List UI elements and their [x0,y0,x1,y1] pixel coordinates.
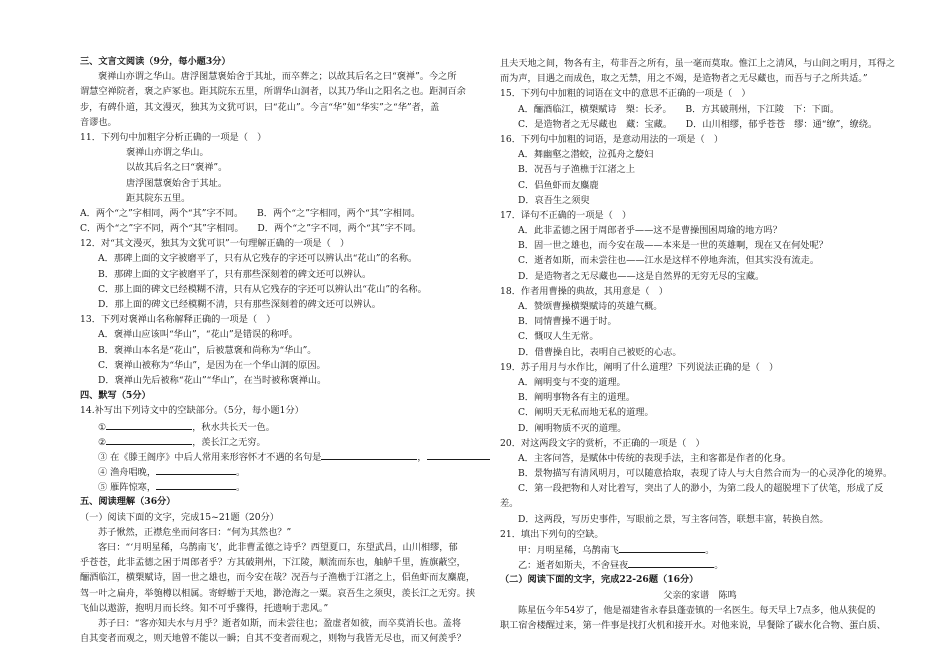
line-text: 父亲的家谱 陈鸣 [663,589,737,601]
line-text: C．慨叹人生无常。 [518,331,599,343]
line-text-after: 。 [705,545,715,556]
right-line [500,253,900,268]
left-line [80,479,490,494]
line-text: 苏子曰：“客亦知夫水与月乎？逝者如斯，而未尝往也；盈虚者如彼，而卒莫消长也。盖将 [98,617,462,629]
right-line [500,512,900,527]
left-line [80,555,490,570]
line-text: B．阐明事物各有主的道理。 [518,392,636,404]
left-line [80,297,490,312]
right-line [500,238,900,253]
right-line [500,314,900,329]
line-text: A．褒禅山应该叫“华山”，“花山”是错误的称呼。 [98,329,298,341]
line-text: A．赞颂曹操横槊赋诗的英雄气概。 [518,301,663,312]
right-line [500,466,900,481]
line-text: C．褒禅山被称为“华山”，是因为在一个华山洞的原因。 [98,359,326,371]
line-text: 褒禅山亦谓之华山。 [126,147,209,159]
line-text: 12．对“其文漫灭，独其为文犹可识”一句理解正确的一项是（ ） [80,238,350,250]
left-line [80,434,490,449]
line-text: 17．译句不正确的一项是（ ） [500,209,632,221]
left-line [80,449,490,464]
right-line [500,162,900,177]
answer-blank[interactable] [321,449,417,460]
right-line [500,117,900,132]
left-line [80,343,490,358]
left-line [80,251,490,266]
right-line [500,360,900,375]
line-text: C．是造物者之无尽藏也 藏：宝藏。 D．山川相缪，郁乎苍苍 缪：通“缭”，缭绕。 [518,118,878,130]
line-text-after: 。 [236,467,246,479]
line-text: 职工宿舍楼醒过来，第一件事是找打火机和接开水。对他来说，早餐除了碳水化合物、蛋白质、 [500,619,886,631]
line-text: D．阐明物质不灭的道理。 [518,422,627,434]
line-text: A．那碑上面的文字被磨平了，只有从它残存的字还可以辨认出“花山”的名称。 [98,253,418,265]
answer-blank[interactable] [619,542,705,553]
left-line [80,206,490,221]
line-text: C．那上面的碑文已经模糊不清，只有从它残存的字还可以辨认出“花山”的名称。 [98,283,427,295]
line-text: 18．作者用曹操的典故，其用意是（ ） [500,285,668,297]
right-line [500,193,900,208]
left-line [80,115,490,130]
right-line [500,390,900,405]
left-column [80,54,490,646]
line-text: 谓慧空禅院者，褒之庐冢也。距其院东五里，所谓华山洞者，以其乃华山之阳名之也。距洞百余 [80,86,466,98]
right-line [500,405,900,420]
right-line [500,603,900,618]
left-line [80,191,490,206]
left-line [80,525,490,540]
line-text-after: ，羡长江之无穷。 [192,436,266,448]
line-text: C．逝者如斯，而未尝往也——江水是这样不停地奔流，但其实没有流走。 [518,255,820,267]
line-text: D．哀吾生之须臾 [518,194,590,206]
right-line [500,345,900,360]
line-text-after: ， [417,451,427,463]
right-line [500,208,900,223]
line-text: B．同情曹操不遇于时。 [518,316,617,328]
line-text: 酾酒临江，横槊赋诗，固一世之雄也，而今安在哉？况吾与子渔樵于江渚之上，侣鱼虾而友麋鹿， [80,572,476,584]
left-line [80,236,490,251]
line-text: 而为声，目遇之而成色，取之无禁，用之不竭，是造物者之无尽藏也，而吾与子之所共适。” [500,73,868,85]
line-text: （二）阅读下面的文字，完成22-26题（16分） [500,574,699,586]
right-line [500,557,900,572]
line-text: 飞仙以遨游，抱明月而长终。知不可乎骤得，托遗响于悲风。” [80,602,329,614]
line-text: 距其院东五里。 [126,192,191,204]
line-text: 差。 [500,498,519,510]
right-line [500,527,900,542]
left-line [80,327,490,342]
left-line [80,176,490,191]
right-line [500,299,900,314]
left-line [80,130,490,145]
line-text: B．那碑上面的文字被磨平了，只有那些深刻着的碑文还可以辨认。 [98,268,372,280]
line-text: 五、阅读理解（36分） [80,496,176,508]
right-line [500,542,900,557]
right-line [500,451,900,466]
left-line [80,601,490,616]
left-line [80,388,490,403]
line-text: ① [98,421,107,433]
line-text: 苏子愀然，正襟危坐而问客曰：“何为其然也？” [98,526,292,538]
line-text: B．景物描写有清风明月，可以随意拾取，表现了诗人与大自然合而为一的心灵净化的境界。 [518,468,893,480]
answer-blank[interactable] [106,419,192,430]
left-line [80,267,490,282]
left-line [80,282,490,297]
line-text: C．阐明天无私而地无私的道理。 [518,407,654,419]
line-text: 21．填出下列句的空缺。 [500,528,604,540]
answer-blank[interactable] [106,434,192,445]
line-text: 16．下列句中加粗的词语，是意动用法的一项是（ ） [500,133,724,145]
right-line [500,178,900,193]
right-line [500,436,900,451]
line-text: D．是造物者之无尽藏也——这是自然界的无穷无尽的宝藏。 [518,270,765,282]
right-line [500,284,900,299]
right-line [500,223,900,238]
line-text-after: 。 [714,560,724,572]
line-text: 褒禅山亦谓之华山。唐浮图慧褒始舍于其址，而卒葬之；以故其后名之曰“褒禅”。今之所 [98,71,457,83]
line-text: ③ 在《滕王阁序》中后人常用来形容怀才不遇的名句是 [98,451,322,463]
left-line [80,616,490,631]
line-text: 15．下列句中加粗的词语在文中的意思不正确的一项是（ ） [500,88,751,100]
left-line [80,570,490,585]
answer-blank[interactable] [427,449,490,460]
line-text: ④ 渔舟唱晚， [98,467,157,479]
line-text: 14.补写出下列诗文中的空缺部分。（5分，每小题1分） [80,405,304,417]
left-line [80,510,490,525]
left-line [80,419,490,434]
line-text: ⑤ 雁阵惊寒， [98,482,157,494]
right-line [500,147,900,162]
line-text: A．酾酒临江，横槊赋诗 槊：长矛。 B．方其破荆州，下江陵 下：下面。 [518,103,840,115]
answer-blank[interactable] [156,479,236,490]
line-text: 三、文言文阅读（9分，每小题3分） [80,56,231,67]
answer-blank[interactable] [628,557,714,568]
left-line [80,145,490,160]
left-line [80,586,490,601]
left-line [80,160,490,175]
line-text: 甲：月明星稀，乌鹊南飞 [518,545,620,556]
line-text: B．褒禅山本名是“花山”，后被慧褒和尚称为“华山”。 [98,344,317,356]
right-line [500,86,900,101]
left-line [80,403,490,418]
line-text-after: ，秋水共长天一色。 [192,421,275,433]
line-text: 陈星伍今年54岁了，他是福建省永春县蓬壶镇的一名医生。每天早上7点多，他从狭促的 [518,604,876,616]
right-line [500,56,900,71]
left-line [80,100,490,115]
line-text: ② [98,436,107,448]
line-text: D．借曹操自比，表明自己被贬的心志。 [518,346,682,358]
right-line [500,71,900,86]
left-line [80,358,490,373]
line-text: A．阐明变与不变的道理。 [518,376,626,388]
line-text: 步，有碑仆道，其文漫灭，独其为文犹可识，曰“花山”。今言“华”如“华实”之“华”者，盖 [80,101,440,113]
left-line [80,494,490,509]
right-line [500,618,900,633]
line-text: D．褒禅山先后被称“花山”“华山”，在当时被称褒禅山。 [98,374,327,386]
right-line [500,421,900,436]
line-text: 19．苏子用月与水作比，阐明了什么道理？下列说法正确的是（ ） [500,361,779,373]
line-text-after: 。 [236,482,246,494]
left-line [80,69,490,84]
line-text: 乙：逝者如斯夫，不舍昼夜 [518,560,629,572]
line-text: 13．下列对褒禅山名称解释正确的一项是（ ） [80,314,276,326]
line-text: 唐浮图慧褒始舍于其址。 [126,177,228,189]
line-text: D．那上面的碑文已经模糊不清，只有那些深刻着的碑文还可以辨认。 [98,299,381,310]
left-line [80,221,490,236]
right-line [500,375,900,390]
line-text: 音谬也。 [80,116,117,128]
left-line [80,312,490,327]
line-text: A．舞幽壑之潜蛟，泣孤舟之嫠妇 [518,149,654,161]
line-text: 乎苍苍，此非孟德之困于周郎者乎？方其破荆州，下江陵，顺流而东也，舳舻千里，旌旗蔽空， [80,557,466,569]
left-line [80,373,490,388]
line-text: B．况吾与子渔樵于江渚之上 [518,164,636,176]
line-text: A．主客问答，是赋体中传统的表现手法，主和客都是作者的化身。 [518,452,792,464]
right-column [500,56,900,633]
line-text: 且夫天地之间，物各有主，苟非吾之所有，虽一毫而莫取。惟江上之清风，与山间之明月，耳得之 [500,58,896,69]
right-line [500,102,900,117]
answer-blank[interactable] [156,464,236,475]
left-line [80,84,490,99]
line-text: 驾一叶之扁舟，举匏樽以相属。寄蜉蝣于天地，渺沧海之一粟。哀吾生之须臾，羡长江之无穷。挟 [80,587,476,599]
line-text: 四、默写（5分） [80,390,151,402]
line-text: 自其变者而观之，则天地曾不能以一瞬；自其不变者而观之，则物与我皆无尽也，而又何羡乎？ [80,633,466,645]
line-text: A．此非孟德之困于周郎者乎——这不是曹操围困周瑜的地方吗？ [518,225,782,237]
right-line [500,572,900,587]
line-text: 20．对这两段文字的赏析，不正确的一项是（ ） [500,437,705,449]
line-text: C．两个“之”字不同，两个“其”字相同。 D．两个“之”字不同，两个“其”字不同。 [80,223,422,235]
right-line [500,481,900,496]
line-text: D．这两段，写历史事件，写眼前之景，写主客问答，联想丰富，转换自然。 [518,513,829,525]
right-line [500,496,900,511]
line-text: A．两个“之”字相同，两个“其”字不同。 B．两个“之”字相同，两个“其”字相同。 [80,207,421,219]
line-text: （一）阅读下面的文字，完成15~21题（20分） [80,511,279,523]
left-line [80,631,490,646]
left-line [80,464,490,479]
right-line [500,132,900,147]
line-text: 客曰：“‘月明星稀，乌鹊南飞’，此非曹孟德之诗乎？西望夏口，东望武昌，山川相缪，郁 [98,542,458,553]
line-text: C．第一段把物和人对比着写，突出了人的渺小，为第二段人的超脱埋下了伏笔，形成了反 [518,483,884,495]
line-text: 以故其后名之曰“褒禅”。 [126,162,228,174]
right-line [500,588,900,603]
line-text: C．侣鱼虾而友麋鹿 [518,179,599,191]
right-line [500,269,900,284]
left-line [80,540,490,555]
right-line [500,329,900,344]
line-text: 11．下列句中加粗字分析正确的一项是（ ） [80,131,267,143]
left-line [80,54,490,69]
line-text: B．固一世之雄也，而今安在哉——本来是一世的英雄啊，现在又在何处呢？ [518,240,828,252]
